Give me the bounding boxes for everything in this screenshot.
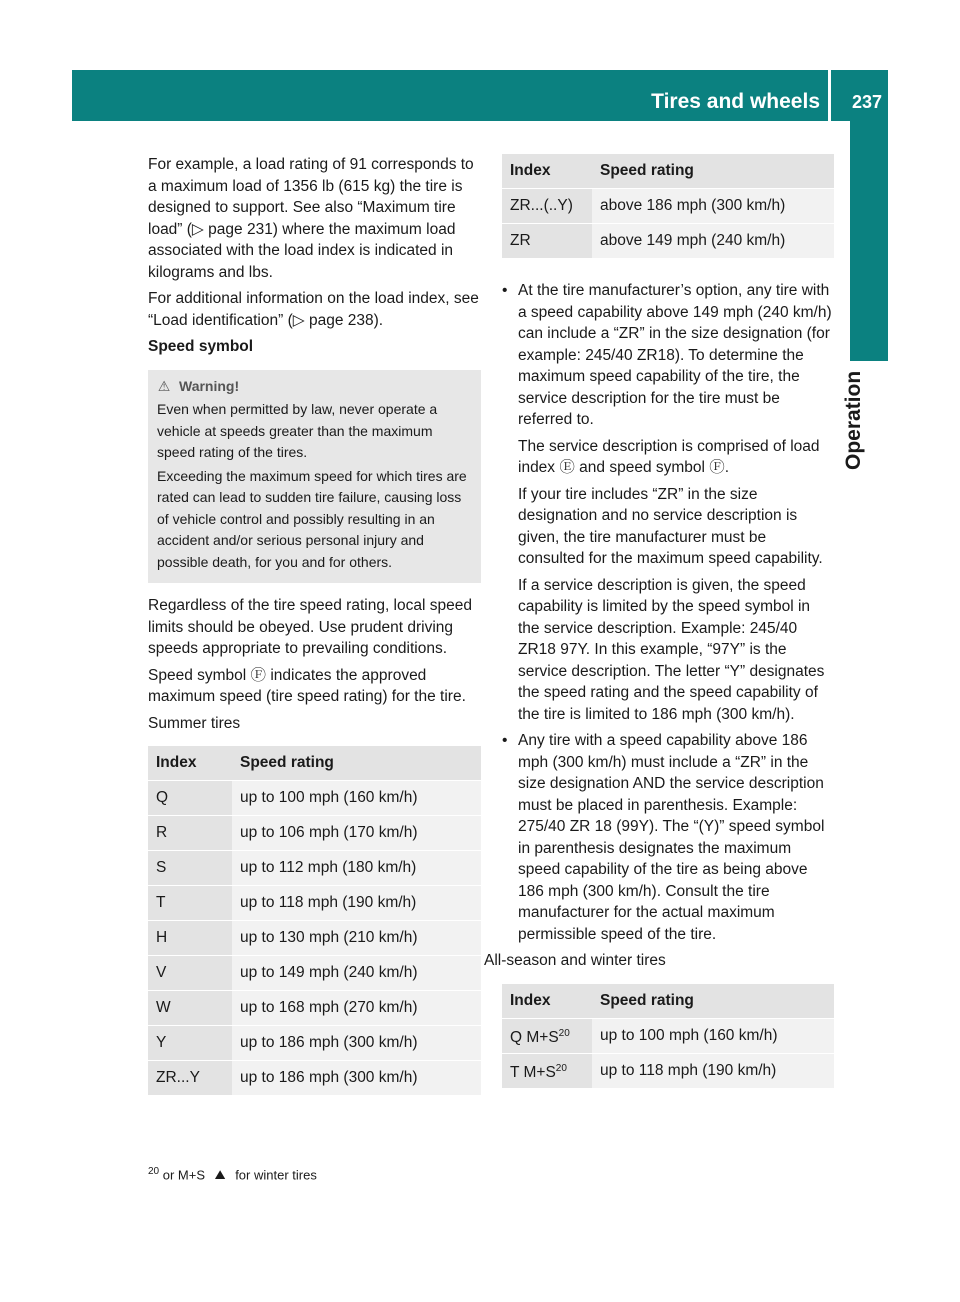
paragraph: For additional information on the load index, see “Load identification” (▷ page 238). <box>148 290 479 329</box>
column-header: Speed rating <box>600 162 694 180</box>
paragraph: The service description is comprised of load index Ⓔ and speed symbol Ⓕ. <box>518 437 820 476</box>
table-cell: W <box>148 991 232 1026</box>
table-cell: up to 100 mph (160 km/h) <box>240 789 418 807</box>
table-cell: T $M+S^{20}$ <box>502 1053 592 1088</box>
table-row <box>148 991 481 1026</box>
table-cell: Y <box>148 1026 232 1061</box>
footnote-number: 20 <box>148 1166 160 1177</box>
paragraph: At the tire manufacturer’s option, any tire with a speed capability above 149 mph (240 km/h) can include a “ZR” in the size designation (for example: 245/40 ZR18). To determine the maximum speed capability of the tire, the service description for the tire must be referred to. <box>518 282 832 428</box>
table-row <box>502 1053 834 1088</box>
warning-title: Warning! <box>179 377 240 394</box>
table-header-row <box>502 984 834 1019</box>
paragraph: If a service description is given, the speed capability is limited by the speed symbol in the service description. Example: 245/40 ZR18 97Y. In this example, “97Y” is the service description. The letter “Y” designates the speed rating and the speed capability of the tire is limited to 186 mph (300 km/h). <box>518 576 825 723</box>
header-title: Tires and wheels <box>651 90 820 113</box>
table-header-row <box>502 154 834 189</box>
table-row <box>148 921 481 956</box>
bullet-icon: • <box>502 732 508 749</box>
mountain-snowflake-icon: ⛰ <box>214 1167 226 1183</box>
table-cell: S <box>148 851 232 886</box>
table-cell: up to 186 mph (300 km/h) <box>240 1069 418 1087</box>
paragraph: All-season and winter tires <box>484 952 666 969</box>
paragraph: Regardless of the tire speed rating, local speed limits should be obeyed. Use prudent driving speeds appropriate to prevailing conditions. <box>148 597 472 657</box>
table-row <box>148 1026 481 1061</box>
left-column <box>148 154 481 1109</box>
table-cell: Q <box>148 781 232 816</box>
paragraph: Speed symbol Ⓕ indicates the approved maximum speed (tire speed rating) for the tire. <box>148 666 466 705</box>
bullet-list <box>502 280 834 945</box>
list-item <box>502 280 834 725</box>
table-row <box>148 956 481 991</box>
paragraph: If your tire includes “ZR” in the size designation and no service description is given, the tire manufacturer must be consulted for the maximum speed capability. <box>518 485 823 567</box>
table-cell: above 186 mph (300 km/h) <box>600 197 786 215</box>
footnote <box>148 1166 317 1183</box>
table-cell: up to 130 mph (210 km/h) <box>240 929 418 947</box>
warning-text: Even when permitted by law, never operate a vehicle at speeds greater than the maximum speed rating of the tires. <box>157 401 438 460</box>
table-cell: ZR...(..Y) <box>502 189 592 224</box>
column-header: Index <box>156 754 197 772</box>
table-header-row <box>148 746 481 781</box>
footnote-ref: 20 <box>558 1027 570 1039</box>
table-cell: above 149 mph (240 km/h) <box>600 232 786 250</box>
footnote-ref: 20 <box>555 1062 567 1074</box>
allseason-tires-table <box>502 984 834 1088</box>
table-row <box>148 851 481 886</box>
table-row <box>502 1018 834 1053</box>
table-cell: up to 112 mph (180 km/h) <box>240 859 417 877</box>
table-cell: Q $M+S^{20}$ <box>502 1018 592 1053</box>
bullet-icon: • <box>502 282 508 299</box>
page-number: 237 <box>851 92 882 112</box>
table-row <box>148 816 481 851</box>
paragraph: Summer tires <box>148 714 241 732</box>
table-cell: up to 118 mph (190 km/h) <box>600 1061 777 1079</box>
table-row <box>502 189 834 224</box>
right-column <box>484 154 834 1102</box>
table-cell: ZR...Y <box>148 1061 232 1096</box>
table-row <box>148 1061 481 1096</box>
page-header <box>72 70 888 121</box>
table-cell: V <box>148 956 232 991</box>
column-header: Index <box>510 991 551 1009</box>
paragraph: Any tire with a speed capability above 186 mph (300 km/h) must include a “ZR” in the size designation AND the service description must be placed in parenthesis. Example: 275/40 ZR 18 (99Y). The “(Y)” speed symbol in parenthesis designates the maximum speed capability of the tire as being above 186 mph (300 km/h). Consult the tire manufacturer for the actual maximum permissible speed of the tire. <box>518 732 825 943</box>
table-row <box>148 886 481 921</box>
table-row <box>148 781 481 816</box>
warning-box <box>148 370 481 584</box>
table-cell: R <box>148 816 232 851</box>
table-cell: up to 100 mph (160 km/h) <box>600 1026 778 1044</box>
footnote-text: or M+S <box>162 1167 206 1183</box>
warning-icon: ⚠ <box>157 377 171 394</box>
table-cell: up to 186 mph (300 km/h) <box>240 1034 418 1052</box>
table-cell: up to 149 mph (240 km/h) <box>240 964 418 982</box>
list-item <box>502 730 834 945</box>
column-header: Speed rating <box>240 754 334 772</box>
paragraph: For example, a load rating of 91 corresponds to a maximum load of 1356 lb (615 kg) the tire is designed to support. See also “Maximum tire load” (▷ page 231) where the maximum load associated with the load index is indicated in kilograms and lbs. <box>148 156 474 281</box>
side-tab <box>850 121 888 361</box>
section-heading: Speed symbol <box>148 338 254 355</box>
table-cell: T <box>148 886 232 921</box>
table-cell: ZR <box>502 224 592 259</box>
header-separator <box>828 70 831 121</box>
table-cell: H <box>148 921 232 956</box>
table-row <box>502 224 834 259</box>
table-cell: up to 168 mph (270 km/h) <box>240 999 418 1017</box>
table-cell: up to 118 mph (190 km/h) <box>240 894 417 912</box>
footnote-text-2: for winter tires <box>235 1167 317 1183</box>
table-cell: up to 106 mph (170 km/h) <box>240 824 418 842</box>
summer-tires-table <box>148 746 481 1095</box>
zr-speed-table <box>502 154 834 258</box>
column-header: Speed rating <box>600 991 694 1009</box>
column-header: Index <box>510 162 551 180</box>
side-tab-label: Operation <box>842 370 865 470</box>
warning-text: Exceeding the maximum speed for which tires are rated can lead to sudden tire failure, causing loss of vehicle control and possibly resulting in an accident and/or serious personal injury and possible death, for you and for others. <box>157 467 467 570</box>
